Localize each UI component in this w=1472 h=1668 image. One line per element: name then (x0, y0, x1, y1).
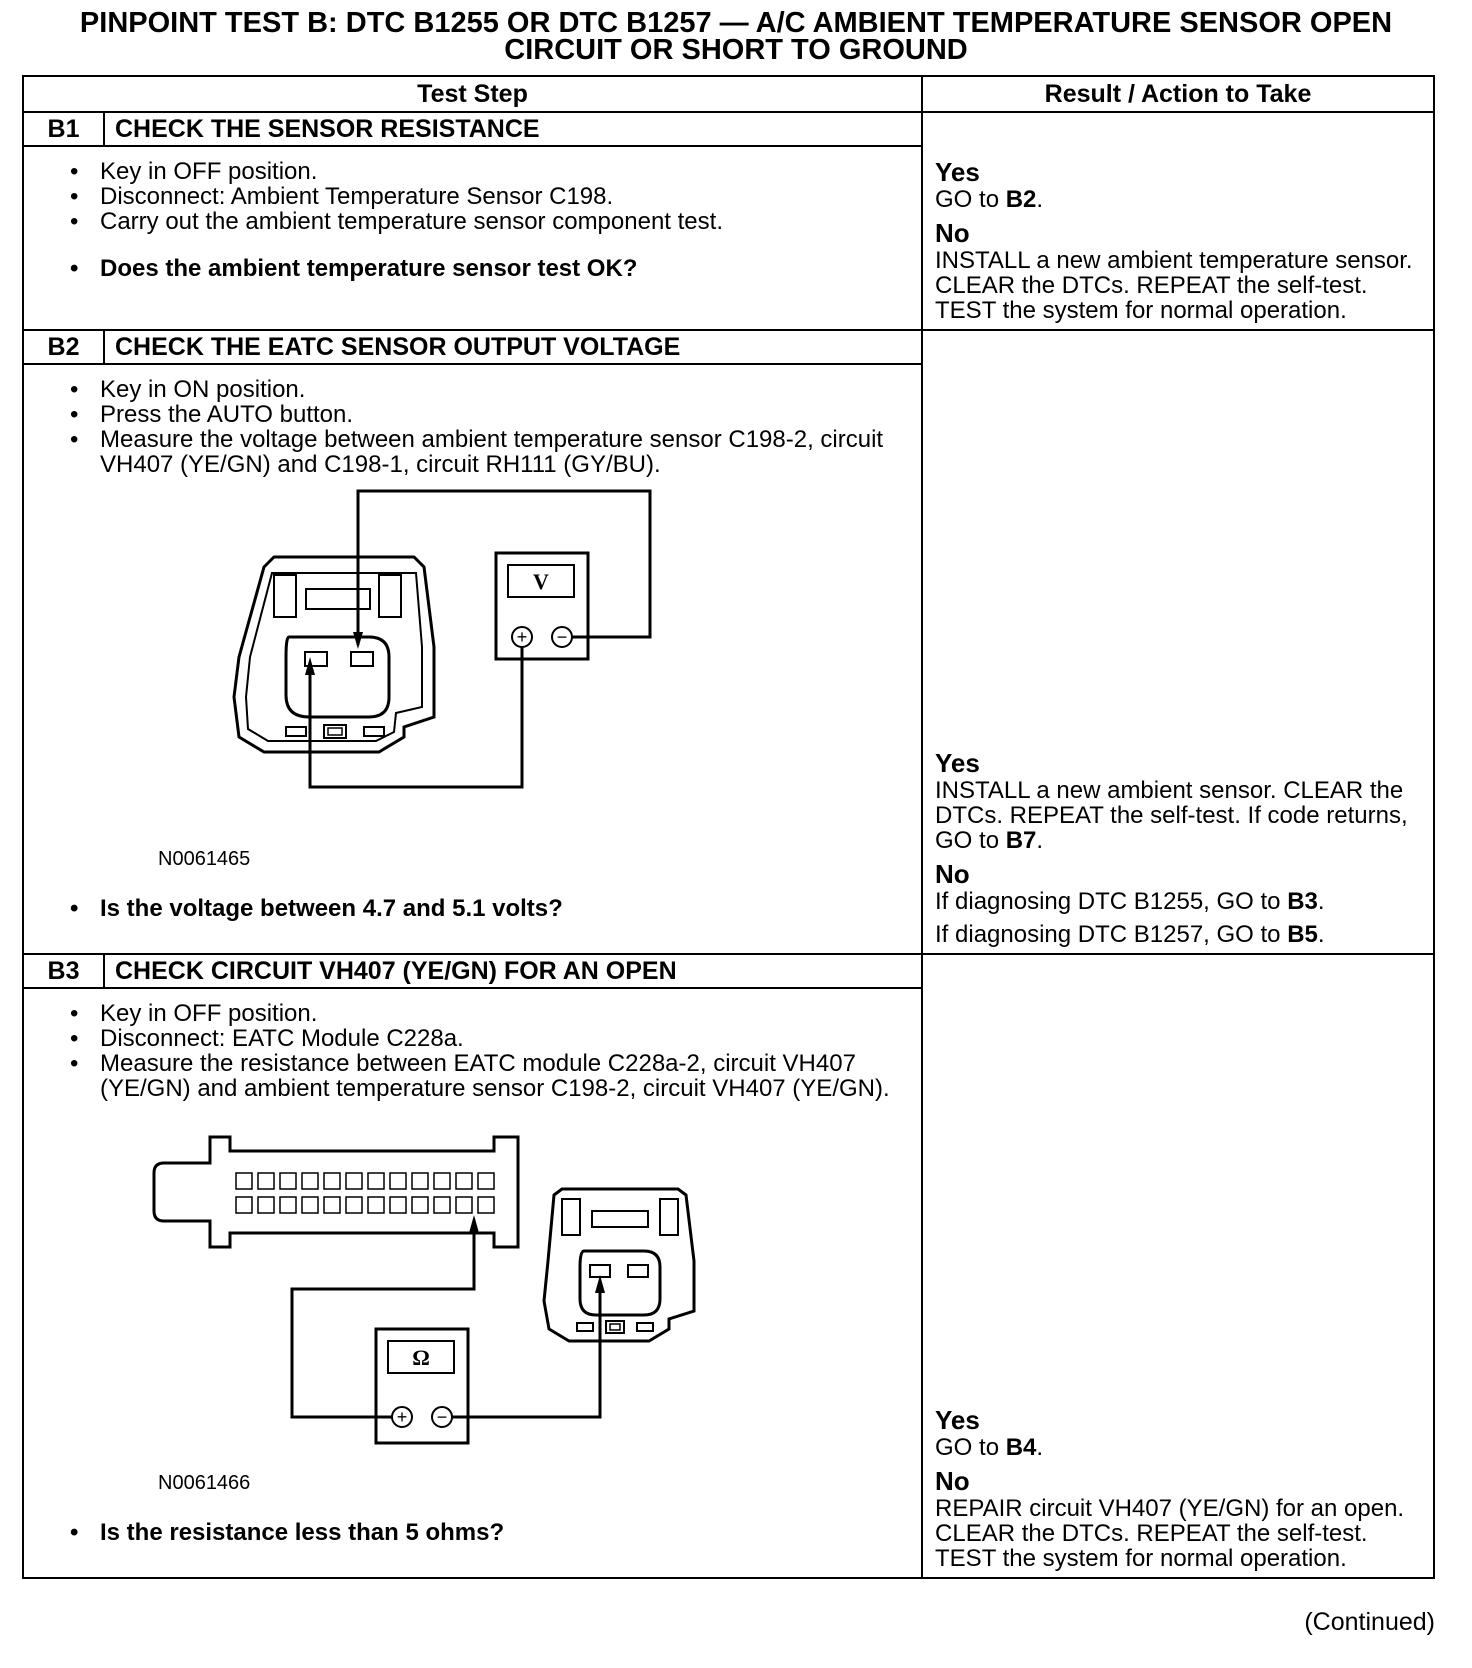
eatc-pin-row-bottom (236, 1197, 494, 1213)
action-item: • Carry out the ambient temperature sensor component test. (68, 209, 901, 234)
voltage-test-diagram (24, 477, 839, 847)
action-list (24, 365, 921, 477)
probe-wire-negative (452, 1281, 600, 1417)
step-b1-result (922, 112, 1434, 330)
step-b1-body (23, 146, 922, 330)
question-list (24, 1520, 921, 1545)
svg-text:−: − (556, 627, 568, 647)
step-b3-title-row (23, 954, 1434, 988)
step-id: B3 (23, 954, 104, 988)
no-label: No (935, 859, 970, 889)
question-list (24, 896, 921, 921)
no-label: No (935, 1466, 970, 1496)
action-item: • Measure the voltage between ambient temperature sensor C198-2, circuit VH407 (YE/GN) and C198-1, circuit RH111 (GY/BU). (68, 427, 901, 477)
step-title: CHECK THE SENSOR RESISTANCE (104, 112, 922, 146)
question: • Is the voltage between 4.7 and 5.1 volts? (68, 896, 921, 921)
step-title: CHECK CIRCUIT VH407 (YE/GN) FOR AN OPEN (104, 954, 922, 988)
title-line-1: PINPOINT TEST B: DTC B1255 OR DTC B1257 — A/C AMBIENT TEMPERATURE SENSOR OPEN (79, 7, 1393, 39)
question: • Does the ambient temperature sensor test OK? (68, 256, 921, 281)
action-list (24, 147, 921, 234)
no-action: INSTALL a new ambient temperature sensor. CLEAR the DTCs. REPEAT the self-test. TEST the system for normal operation. (935, 247, 1413, 324)
step-b3-result (922, 954, 1434, 1578)
action-item: • Press the AUTO button. (68, 402, 901, 427)
header-result-action: Result / Action to Take (922, 76, 1434, 112)
step-b2-body (23, 364, 922, 954)
no-action-1: If diagnosing DTC B1255, GO to B3. (935, 888, 1325, 915)
action-item: • Key in OFF position. (68, 159, 901, 184)
svg-text:+: + (516, 627, 528, 647)
step-title: CHECK THE EATC SENSOR OUTPUT VOLTAGE (104, 330, 922, 364)
action-item: • Key in OFF position. (68, 1001, 901, 1026)
step-b2-result (922, 330, 1434, 954)
resistance-test-diagram (24, 1101, 839, 1471)
step-b3-body (23, 988, 922, 1578)
ohmmeter-symbol: Ω (412, 1345, 430, 1370)
probe-wire-positive (292, 1221, 474, 1417)
figure-id: N0061466 (158, 1472, 251, 1494)
no-action-2: If diagnosing DTC B1257, GO to B5. (935, 921, 1325, 948)
eatc-pin-row-top (236, 1173, 494, 1189)
continued-label: (Continued) (1304, 1608, 1435, 1636)
svg-text:−: − (436, 1407, 448, 1427)
no-action: REPAIR circuit VH407 (YE/GN) for an open. CLEAR the DTCs. REPEAT the self-test. TEST the system for normal operation. (935, 1495, 1405, 1572)
action-item: • Key in ON position. (68, 377, 901, 402)
sensor-connector-outline (234, 557, 434, 752)
yes-action: GO to B4. (935, 1434, 1044, 1461)
probe-wire-negative (358, 491, 650, 645)
page-title (0, 7, 1472, 66)
no-label: No (935, 218, 970, 248)
yes-label: Yes (935, 1405, 980, 1435)
step-b1-title-row (23, 112, 1434, 146)
question: • Is the resistance less than 5 ohms? (68, 1520, 921, 1545)
figure-id: N0061465 (158, 848, 251, 870)
step-b2-title-row (23, 330, 1434, 364)
table-header-row (23, 76, 1434, 112)
step-id: B2 (23, 330, 104, 364)
yes-action: INSTALL a new ambient sensor. CLEAR the DTCs. REPEAT the self-test. If code returns, GO to B7. (935, 777, 1408, 854)
yes-label: Yes (935, 748, 980, 778)
question-list (24, 256, 921, 281)
svg-text:+: + (396, 1407, 408, 1427)
action-item: • Measure the resistance between EATC module C228a-2, circuit VH407 (YE/GN) and ambient temperature sensor C198-2, circuit VH407 (YE/GN). (68, 1051, 901, 1101)
yes-action: GO to B2. (935, 186, 1044, 213)
title-line-2: CIRCUIT OR SHORT TO GROUND (504, 34, 968, 66)
action-item: • Disconnect: EATC Module C228a. (68, 1026, 901, 1051)
eatc-connector-outline (154, 1137, 518, 1247)
header-test-step: Test Step (23, 76, 922, 112)
action-item: • Disconnect: Ambient Temperature Sensor C198. (68, 184, 901, 209)
action-list (24, 989, 921, 1101)
step-id: B1 (23, 112, 104, 146)
pinpoint-test-table (22, 75, 1435, 1579)
yes-label: Yes (935, 157, 980, 187)
voltmeter-symbol: V (533, 569, 549, 594)
